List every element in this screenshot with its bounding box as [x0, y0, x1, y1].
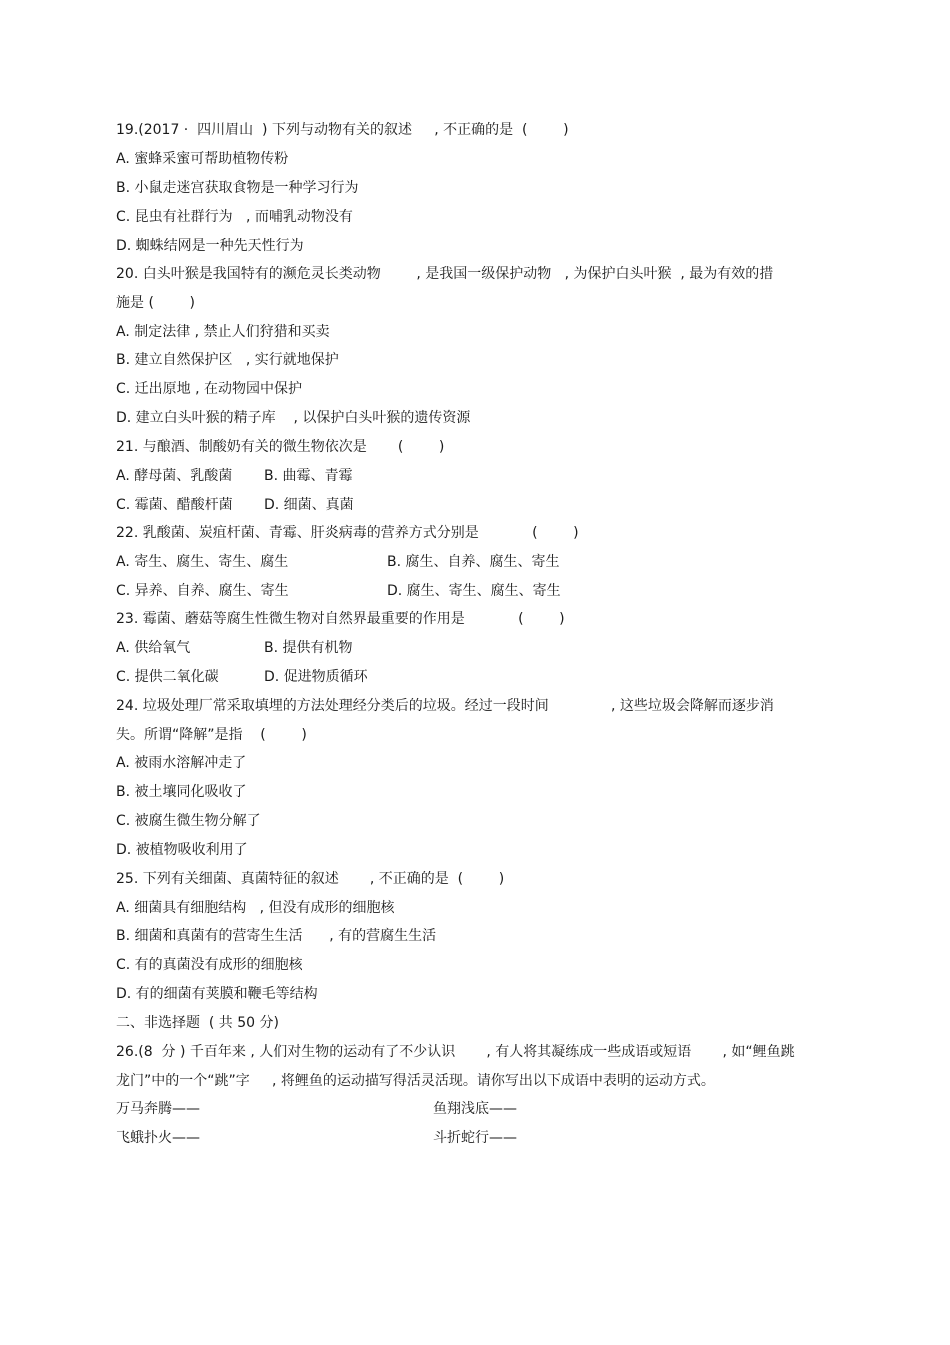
q20-option-c: C. 迁出原地 , 在动物园中保护 [116, 381, 303, 397]
q23-option-b: B. 提供有机物 [264, 640, 353, 656]
q19-option-b: B. 小鼠走迷宫获取食物是一种学习行为 [116, 180, 359, 196]
q22-option-c: C. 异养、自养、腐生、寄生 [116, 583, 289, 599]
q22-option-d: D. 腐生、寄生、腐生、寄生 [387, 583, 561, 599]
q23-option-c: C. 提供二氧化碳 [116, 669, 219, 685]
q24-stem-line2: 失。所谓“降解”是指 ( ) [116, 727, 307, 743]
q24-option-b: B. 被土壤同化吸收了 [116, 784, 247, 800]
q20-option-d: D. 建立白头叶猴的精子库 , 以保护白头叶猴的遗传资源 [116, 410, 471, 426]
q20-stem-line1: 20. 白头叶猴是我国特有的濒危灵长类动物 , 是我国一级保护动物 , 为保护白头叶猴 , 最为有效的措 [116, 266, 774, 282]
q19-option-a: A. 蜜蜂采蜜可帮助植物传粉 [116, 151, 289, 167]
q21-option-d: D. 细菌、真菌 [264, 497, 354, 513]
q25-option-b: B. 细菌和真菌有的营寄生生活 , 有的营腐生生活 [116, 928, 437, 944]
q22-option-a: A. 寄生、腐生、寄生、腐生 [116, 554, 289, 570]
q19-option-c: C. 昆虫有社群行为 , 而哺乳动物没有 [116, 209, 353, 225]
q26-item-1: 万马奔腾—— [116, 1101, 200, 1117]
q24-stem-line1: 24. 垃圾处理厂常采取填埋的方法处理经分类后的垃圾。经过一段时间 , 这些垃圾会降解而逐步消 [116, 698, 774, 714]
q26-item-2: 鱼翔浅底—— [433, 1101, 517, 1117]
q20-stem-line2: 施是 ( ) [116, 295, 195, 311]
q26-stem-line1: 26.(8 分 ) 千百年来 , 人们对生物的运动有了不少认识 , 有人将其凝练成一些成语或短语 , 如“鲤鱼跳 [116, 1044, 795, 1060]
q22-stem: 22. 乳酸菌、炭疽杆菌、青霉、肝炎病毒的营养方式分别是 ( ) [116, 525, 579, 541]
q21-option-a: A. 酵母菌、乳酸菌 [116, 468, 233, 484]
q24-option-d: D. 被植物吸收利用了 [116, 842, 248, 858]
q23-option-d: D. 促进物质循环 [264, 669, 368, 685]
q25-option-d: D. 有的细菌有荚膜和鞭毛等结构 [116, 986, 318, 1002]
q21-stem: 21. 与酿酒、制酸奶有关的微生物依次是 ( ) [116, 439, 445, 455]
q25-option-c: C. 有的真菌没有成形的细胞核 [116, 957, 303, 973]
q20-option-a: A. 制定法律 , 禁止人们狩猎和买卖 [116, 324, 330, 340]
q22-option-b: B. 腐生、自养、腐生、寄生 [387, 554, 560, 570]
q24-option-a: A. 被雨水溶解冲走了 [116, 755, 247, 771]
q26-item-3: 飞蛾扑火—— [116, 1130, 200, 1146]
section-heading: 二、非选择题 ( 共 50 分) [116, 1015, 279, 1031]
q21-option-b: B. 曲霉、青霉 [264, 468, 353, 484]
q19-option-d: D. 蜘蛛结网是一种先天性行为 [116, 238, 304, 254]
q23-option-a: A. 供给氧气 [116, 640, 191, 656]
q25-stem: 25. 下列有关细菌、真菌特征的叙述 , 不正确的是 ( ) [116, 871, 505, 887]
q23-stem: 23. 霉菌、蘑菇等腐生性微生物对自然界最重要的作用是 ( ) [116, 611, 565, 627]
q24-option-c: C. 被腐生微生物分解了 [116, 813, 261, 829]
q21-option-c: C. 霉菌、醋酸杆菌 [116, 497, 233, 513]
q19-stem: 19.(2017 · 四川眉山 ) 下列与动物有关的叙述 , 不正确的是 ( ) [116, 122, 569, 138]
q26-item-4: 斗折蛇行—— [433, 1130, 517, 1146]
q20-option-b: B. 建立自然保护区 , 实行就地保护 [116, 352, 339, 368]
q25-option-a: A. 细菌具有细胞结构 , 但没有成形的细胞核 [116, 900, 395, 916]
q26-stem-line2: 龙门”中的一个“跳”字 , 将鲤鱼的运动描写得活灵活现。请你写出以下成语中表明的运动方式。 [116, 1073, 715, 1089]
